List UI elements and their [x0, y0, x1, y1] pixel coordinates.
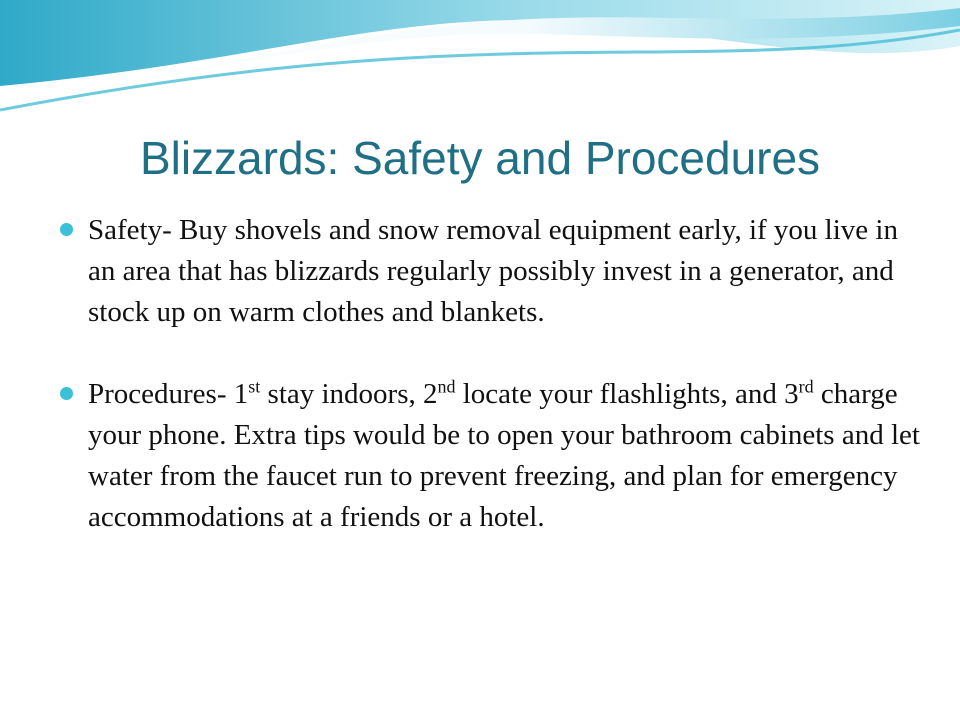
procedures-text-part-2: stay indoors, 2 — [260, 378, 438, 410]
safety-text: Safety- Buy shovels and snow removal equipment early, if you live in an area that has blizzards regularly possibly invest in a generator, and stock up on warm clothes and blankets. — [88, 214, 898, 328]
procedures-text-part-4: charge your phone. Extra tips would be to open your bathroom cabinets and let water from the faucet run to prevent freezing, and plan for emergency accommodations at a friends or a hotel. — [88, 378, 920, 533]
bullet-list — [60, 210, 920, 538]
procedures-text-part-3: locate your flashlights, and 3 — [455, 378, 799, 410]
third-superscript: rd — [798, 376, 814, 397]
bullet-icon — [60, 223, 73, 236]
second-superscript: nd — [437, 376, 456, 397]
slide-title: Blizzards: Safety and Procedures — [139, 132, 821, 184]
wave-header-decoration — [0, 0, 960, 120]
procedures-text-part-1: Procedures- 1 — [88, 378, 249, 410]
first-superscript: st — [248, 376, 261, 397]
wave-back — [0, 0, 960, 86]
procedures-bullet — [60, 374, 920, 538]
bullet-icon — [60, 387, 73, 400]
safety-bullet — [60, 210, 920, 333]
procedures-text — [88, 374, 920, 538]
